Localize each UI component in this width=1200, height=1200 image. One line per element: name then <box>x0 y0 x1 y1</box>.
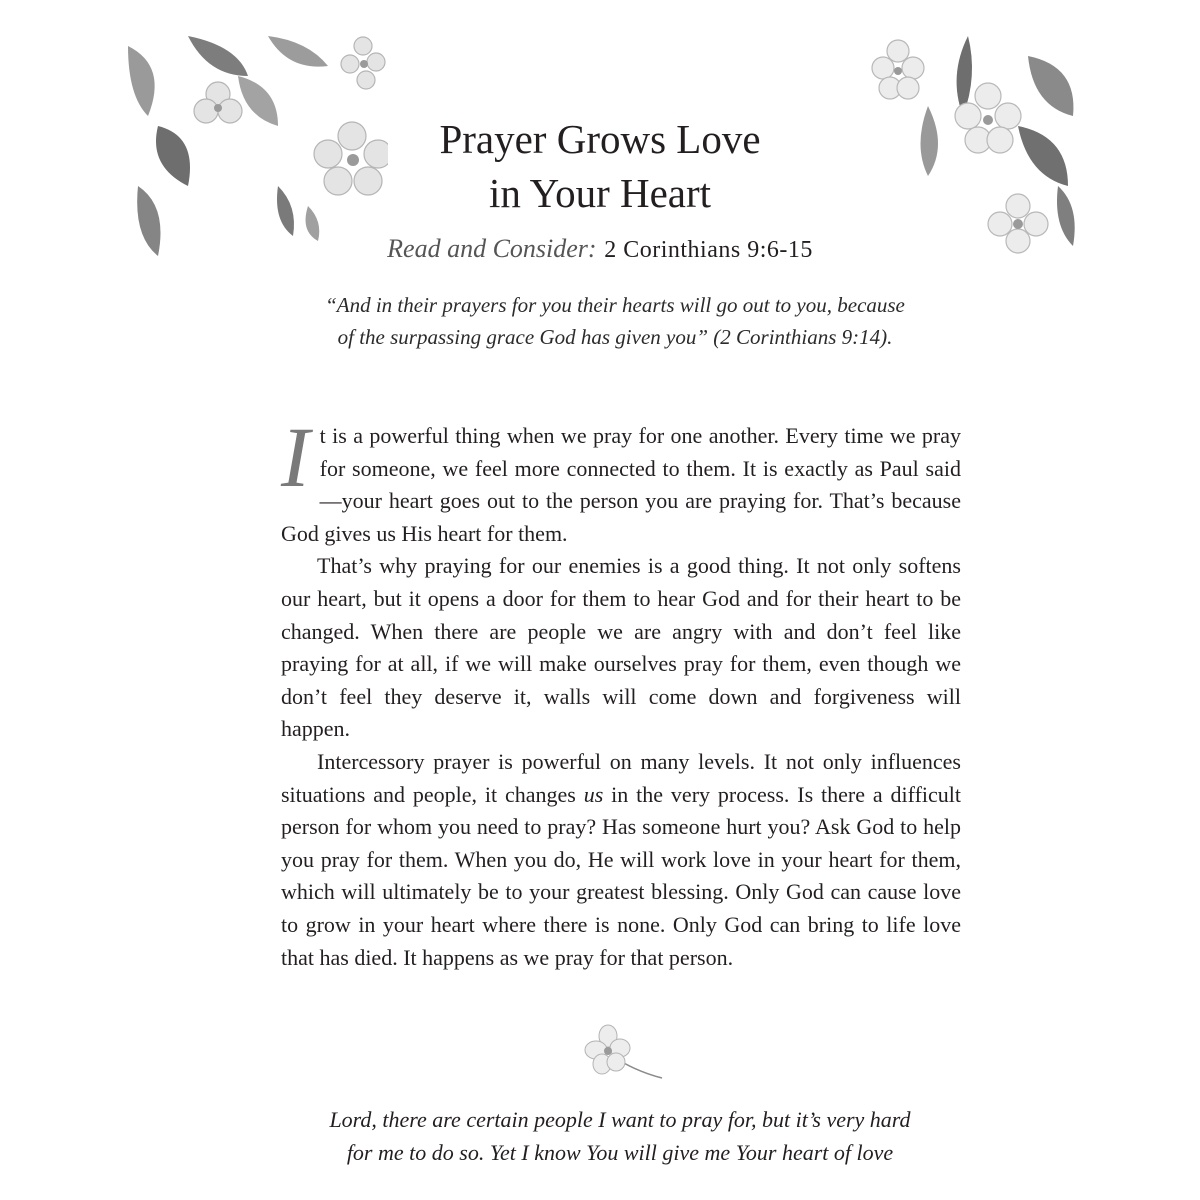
page-title-line-1: Prayer Grows Love <box>439 116 761 162</box>
paragraph-3 <box>281 746 961 974</box>
key-verse-line-1: “And in their prayers for you their hearts will go out to you, because <box>325 293 905 317</box>
paragraph-1-text: t is a powerful thing when we pray for one another. Every time we pray for someone, we feel more connected to them. It is exactly as Paul said—your heart goes out to the person you are praying for. That’s because God gives us His heart for them. <box>281 423 961 546</box>
page-title-line-2: in Your Heart <box>488 170 712 216</box>
flower-icon <box>582 1022 666 1084</box>
read-and-consider <box>0 232 1200 267</box>
scripture-reference: 2 Corinthians 9:6-15 <box>604 237 813 263</box>
closing-prayer-line-1: Lord, there are certain people I want to pray for, but it’s very hard <box>329 1107 911 1132</box>
read-label: Read and Consider: <box>387 234 597 263</box>
paragraph-1 <box>281 409 961 550</box>
drop-cap: I <box>281 409 310 505</box>
closing-prayer <box>270 1103 970 1169</box>
key-verse-line-2: of the surpassing grace God has given you” (2 Corinthians 9:14). <box>337 325 893 349</box>
devotional-body <box>281 409 961 974</box>
closing-prayer-line-2: for me to do so. Yet I know You will give me Your heart of love <box>346 1140 894 1165</box>
key-verse <box>270 289 960 353</box>
paragraph-3-text-a: Intercessory prayer is powerful on many levels. It not only influences situations and people, it changes <box>281 748 961 807</box>
page-title <box>0 112 1200 220</box>
paragraph-3-emphasis: us <box>583 781 604 807</box>
paragraph-2: That’s why praying for our enemies is a good thing. It not only softens our heart, but it opens a door for them to hear God and for their heart to be changed. When there are people we are angry with and don’t feel like praying for at all, if we will make ourselves pray for them, even though we don’t feel they deserve it, walls will come down and forgiveness will happen. <box>281 553 961 742</box>
paragraph-3-text-b: in the very process. Is there a difficult person for whom you need to pray? Has someone hurt you? Ask God to help you pray for them. When you do, He will work love in your heart for them, which will ultimately be to your greatest blessing. Only God can cause love to grow in your heart where there is none. Only God can bring to life love that has died. It happens as we pray for that person. <box>281 781 961 970</box>
